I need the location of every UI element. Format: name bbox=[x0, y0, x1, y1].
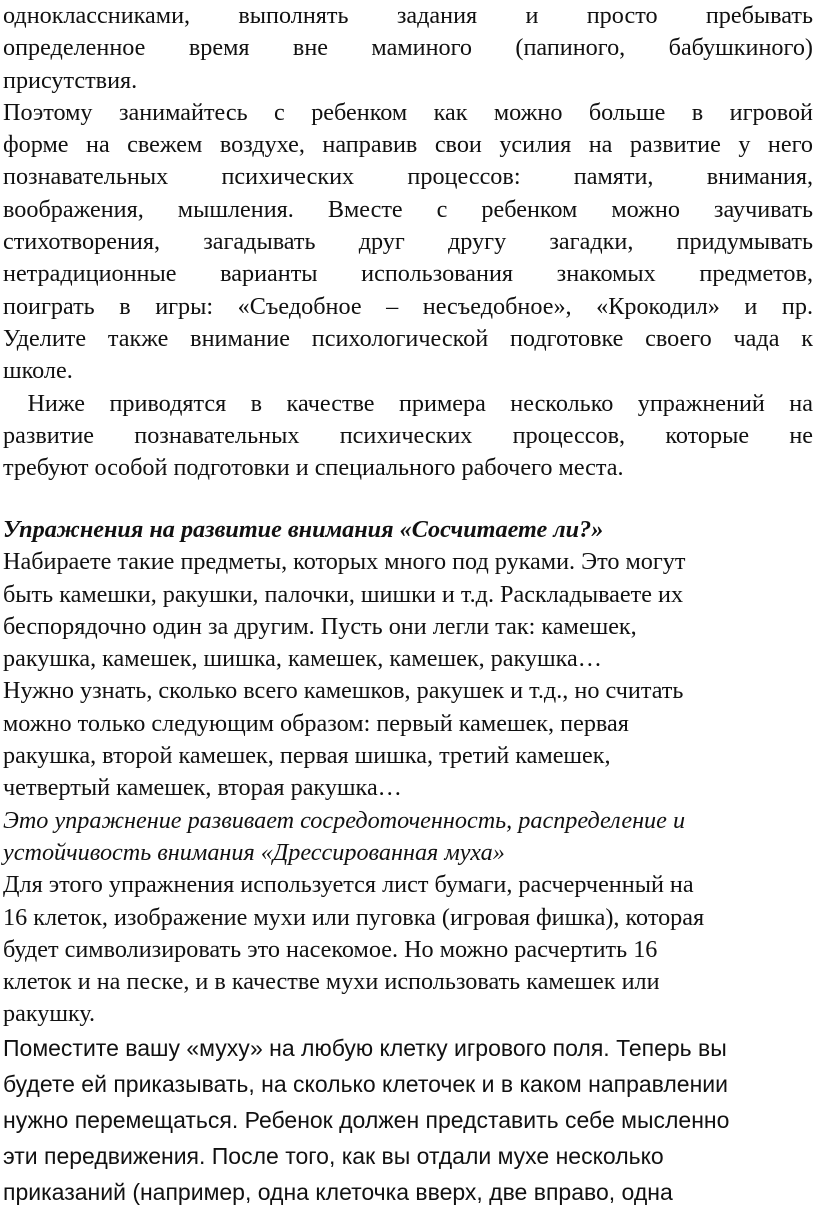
text-line: требуют особой подготовки и специального рабочего места. bbox=[3, 454, 624, 482]
paragraph-intro bbox=[3, 0, 813, 484]
text-line: воображения, мышления. Вместе с ребенком можно заучивать bbox=[3, 195, 813, 223]
text-line: определенное время вне маминого (папиного, бабушкиного) bbox=[3, 34, 813, 62]
text-line: Поместите вашу «муху» на любую клетку игрового поля. Теперь вы bbox=[3, 1035, 727, 1061]
section-attention bbox=[3, 514, 813, 1031]
text-line: будет символизировать это насекомое. Но можно расчертить 16 bbox=[3, 935, 658, 963]
text-line: быть камешки, ракушки, палочки, шишки и т.д. Раскладываете их bbox=[3, 580, 684, 608]
text-line: четвертый камешек, вторая ракушка… bbox=[3, 774, 402, 802]
text-line: Набираете такие предметы, которых много под руками. Это могут bbox=[3, 548, 686, 576]
section-sans bbox=[3, 1030, 813, 1210]
text-line: Уделите также внимание психологической подготовке своего чада к bbox=[3, 324, 813, 352]
text-line: клеток и на песке, и в качестве мухи использовать камешек или bbox=[3, 968, 660, 996]
text-line: школе. bbox=[3, 357, 73, 385]
text-line: присутствия. bbox=[3, 66, 138, 94]
text-line: ракушка, камешек, шишка, камешек, камешек, ракушка… bbox=[3, 645, 602, 673]
text-line: эти передвижения. После того, как вы отдали мухе несколько bbox=[3, 1143, 664, 1169]
text-line: нужно перемещаться. Ребенок должен представить себе мысленно bbox=[3, 1107, 730, 1133]
text-line: познавательных психических процессов: памяти, внимания, bbox=[3, 163, 813, 191]
italic-line: Это упражнение развивает сосредоточенность, распределение и bbox=[3, 806, 686, 834]
text-line: Поэтому занимайтесь с ребенком как можно больше в игровой bbox=[3, 98, 813, 126]
text-line: будете ей приказывать, на сколько клеточек и в каком направлении bbox=[3, 1071, 728, 1097]
text-line: нетрадиционные варианты использования знакомых предметов, bbox=[3, 260, 813, 288]
text-line: Ниже приводятся в качестве примера несколько упражнений на bbox=[3, 389, 813, 417]
text-line: стихотворения, загадывать друг другу загадки, придумывать bbox=[3, 228, 813, 256]
text-line: развитие познавательных психических процессов, которые не bbox=[3, 421, 813, 449]
text-line: Для этого упражнения используется лист бумаги, расчерченный на bbox=[3, 871, 694, 899]
text-line: поиграть в игры: «Съедобное – несъедобное», «Крокодил» и пр. bbox=[3, 292, 813, 320]
text-line: Нужно узнать, сколько всего камешков, ракушек и т.д., но считать bbox=[3, 677, 684, 705]
text-line: 16 клеток, изображение мухи или пуговка (игровая фишка), которая bbox=[3, 903, 705, 931]
text-line: беспорядочно один за другим. Пусть они легли так: камешек, bbox=[3, 612, 637, 640]
section-heading: Упражнения на развитие внимания «Сосчитаете ли?» bbox=[3, 516, 604, 543]
text-line: можно только следующим образом: первый камешек, первая bbox=[3, 709, 629, 737]
text-line: ракушка, второй камешек, первая шишка, третий камешек, bbox=[3, 742, 611, 770]
italic-line: устойчивость внимания «Дрессированная муха» bbox=[3, 838, 505, 866]
text-line: форме на свежем воздухе, направив свои усилия на развитие у него bbox=[3, 131, 813, 159]
text-line: ракушку. bbox=[3, 1000, 96, 1028]
text-line: приказаний (например, одна клеточка вверх, две вправо, одна bbox=[3, 1179, 673, 1205]
text-line: одноклассниками, выполнять задания и просто пребывать bbox=[3, 2, 813, 29]
